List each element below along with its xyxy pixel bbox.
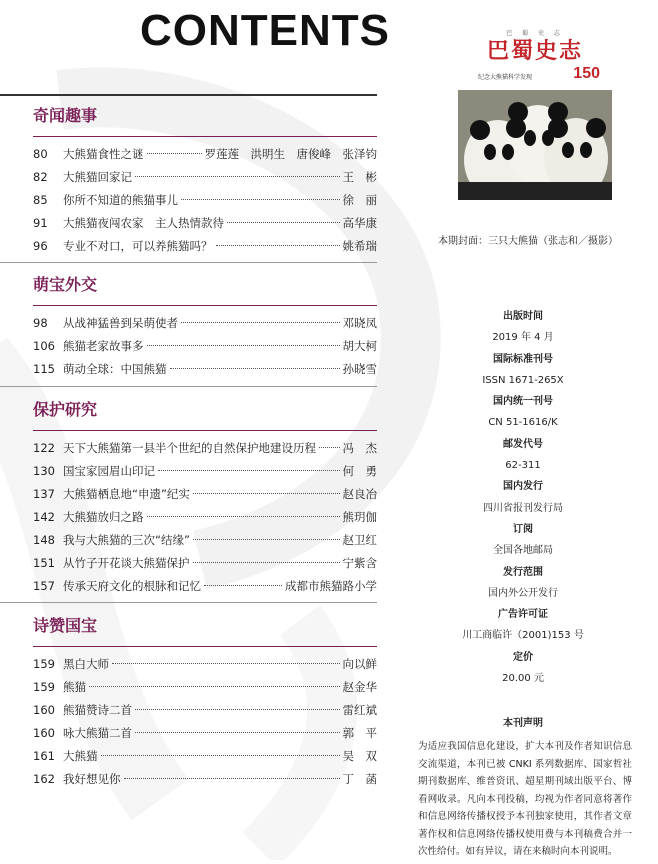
entry-author: 高华康 — [342, 216, 377, 230]
entry-author: 向以鲜 — [342, 657, 377, 671]
section-separator — [0, 602, 377, 603]
info-label: 广告许可证 — [498, 609, 548, 621]
info-label: 国内发行 — [503, 481, 543, 493]
entry-author: 赵良冶 — [342, 487, 377, 501]
entry-page: 160 — [33, 703, 55, 717]
leader-dots — [227, 222, 340, 223]
entry-title: 大熊猫夜闯农家 主人热情款待 — [63, 216, 224, 230]
leader-dots — [158, 470, 340, 471]
entry-author: 罗莲莲 洪明生 唐俊峰 张泽钧 — [204, 147, 377, 161]
leader-dots — [204, 585, 282, 586]
leader-dots — [89, 686, 340, 687]
toc-entry[interactable] — [33, 676, 377, 699]
entry-author: 王 彬 — [342, 170, 377, 184]
entry-page: 162 — [33, 772, 55, 786]
entry-author: 丁 菡 — [342, 772, 377, 786]
leader-dots — [124, 778, 340, 779]
info-value: 川工商临许（2001)153 号 — [462, 630, 584, 642]
toc-entry[interactable] — [33, 653, 377, 676]
cover-subtitle: 纪念大熊猫科学发现 — [478, 74, 533, 81]
info-label: 发行范围 — [503, 566, 543, 578]
entry-page: 157 — [33, 579, 55, 593]
info-value: 国内外公开发行 — [488, 587, 558, 599]
entry-title: 从竹子开花谈大熊猫保护 — [63, 556, 190, 570]
entry-author: 宁紫含 — [342, 556, 377, 570]
section-heading: 诗赞国宝 — [33, 616, 98, 635]
entry-page: 161 — [33, 749, 55, 763]
entry-author: 赵卫红 — [342, 533, 377, 547]
info-value: 20.00 元 — [502, 673, 544, 685]
entry-title: 传承天府文化的根脉和记忆 — [63, 579, 201, 593]
entry-author: 成都市熊猫路小学 — [285, 579, 377, 593]
info-label: 定价 — [513, 651, 533, 663]
leader-dots — [216, 245, 340, 246]
info-label: 订阅 — [513, 523, 533, 535]
leader-dots — [193, 562, 340, 563]
cover-photo-pandas — [458, 90, 612, 200]
leader-dots — [147, 516, 340, 517]
info-label: 国际标准刊号 — [493, 353, 553, 365]
entry-page: 148 — [33, 533, 55, 547]
entry-title: 黑白大师 — [63, 657, 109, 671]
toc-entry[interactable] — [33, 235, 377, 258]
toc-entry[interactable] — [33, 722, 377, 745]
entry-title: 天下大熊猫第一县半个世纪的自然保护地建设历程 — [63, 441, 316, 455]
entry-title: 咏大熊猫二首 — [63, 726, 132, 740]
title-rule — [0, 94, 377, 96]
entry-title: 我与大熊猫的三次“结缘” — [63, 533, 190, 547]
leader-dots — [319, 447, 340, 448]
entry-author: 姚希瑞 — [342, 239, 377, 253]
info-value: 全国各地邮局 — [493, 545, 553, 557]
entry-title: 大熊猫栖息地“申遗”纪实 — [63, 487, 190, 501]
section-separator — [0, 262, 377, 263]
toc-entry[interactable] — [33, 768, 377, 791]
entry-title: 熊猫老家故事多 — [63, 339, 144, 353]
entry-author: 赵金华 — [342, 680, 377, 694]
entry-author: 熊玥伽 — [342, 510, 377, 524]
entry-title: 大熊猫食性之谜 — [63, 147, 144, 161]
info-label: 国内统一刊号 — [493, 396, 553, 408]
entry-title: 大熊猫回家记 — [63, 170, 132, 184]
toc-entry[interactable] — [33, 506, 377, 529]
leader-dots — [193, 539, 340, 540]
section-rule — [33, 430, 377, 431]
entry-title: 熊猫赞诗二首 — [63, 703, 132, 717]
entry-author: 郭 平 — [342, 726, 377, 740]
entry-page: 137 — [33, 487, 55, 501]
toc-entry[interactable] — [33, 358, 377, 381]
toc-entry[interactable] — [33, 166, 377, 189]
info-value: 62-311 — [505, 460, 541, 472]
leader-dots — [193, 493, 340, 494]
info-value: ISSN 1671-265X — [482, 374, 564, 386]
toc-entry[interactable] — [33, 460, 377, 483]
entry-page: 106 — [33, 339, 55, 353]
info-value: 四川省报刊发行局 — [483, 502, 563, 514]
entry-page: 96 — [33, 239, 48, 253]
entry-page: 98 — [33, 316, 48, 330]
section-rule — [33, 305, 377, 306]
entry-title: 专业不对口，可以养熊猫吗？ — [63, 239, 213, 253]
cover-thumbnail — [458, 10, 612, 200]
toc-entry[interactable] — [33, 529, 377, 552]
section-separator — [0, 386, 377, 387]
entry-title: 你所不知道的熊猫事儿 — [63, 193, 178, 207]
entry-page: 159 — [33, 657, 55, 671]
entry-page: 122 — [33, 441, 55, 455]
info-label: 邮发代号 — [503, 438, 543, 450]
entry-page: 151 — [33, 556, 55, 570]
toc-entry[interactable] — [33, 575, 377, 598]
leader-dots — [112, 663, 340, 664]
section-shizan — [33, 614, 377, 791]
entry-author: 孙晓雪 — [342, 362, 377, 376]
leader-dots — [135, 176, 340, 177]
section-heading: 萌宝外交 — [33, 275, 98, 294]
entry-page: 130 — [33, 464, 55, 478]
toc-entry[interactable] — [33, 483, 377, 506]
section-rule — [33, 646, 377, 647]
entry-author: 吴 双 — [342, 749, 377, 763]
toc-entry[interactable] — [33, 552, 377, 575]
section-heading: 奇闻趣事 — [33, 106, 98, 125]
entry-title: 萌动全球：中国熊猫 — [63, 362, 167, 376]
leader-dots — [135, 709, 340, 710]
entry-author: 雷红斌 — [342, 703, 377, 717]
info-value: 2019 年 4 月 — [492, 332, 554, 344]
entry-author: 邓晓凤 — [342, 316, 377, 330]
leader-dots — [147, 153, 202, 154]
toc-entry[interactable] — [33, 212, 377, 235]
leader-dots — [135, 732, 340, 733]
notice-title: 本刊声明 — [503, 718, 543, 729]
info-label: 出版时间 — [503, 311, 543, 322]
entry-page: 160 — [33, 726, 55, 740]
entry-author: 冯 杰 — [342, 441, 377, 455]
leader-dots — [147, 345, 340, 346]
entry-title: 大熊猫 — [63, 749, 98, 763]
entry-title: 国宝家园眉山印记 — [63, 464, 155, 478]
section-qiwen — [33, 104, 377, 258]
page-title: CONTENTS — [140, 6, 390, 55]
leader-dots — [181, 199, 340, 200]
toc-entry[interactable] — [33, 437, 377, 460]
toc-entry[interactable] — [33, 699, 377, 722]
entry-author: 胡大柯 — [342, 339, 377, 353]
entry-title: 我好想见你 — [63, 772, 121, 786]
entry-author: 何 勇 — [342, 464, 377, 478]
leader-dots — [170, 368, 340, 369]
publication-info — [440, 306, 606, 689]
section-baohu — [33, 398, 377, 598]
leader-dots — [101, 755, 340, 756]
section-heading: 保护研究 — [33, 400, 98, 419]
entry-page: 91 — [33, 216, 48, 230]
leader-dots — [181, 322, 340, 323]
toc-entry[interactable] — [33, 189, 377, 212]
entry-page: 115 — [33, 362, 55, 376]
cover-small-text: 巴 蜀 史 志 — [506, 30, 564, 37]
entry-page: 82 — [33, 170, 48, 184]
section-rule — [33, 136, 377, 137]
entry-author: 徐 丽 — [342, 193, 377, 207]
toc-entry[interactable] — [33, 335, 377, 358]
cover-masthead: 巴蜀史志 — [486, 38, 583, 64]
entry-page: 142 — [33, 510, 55, 524]
toc-entry[interactable] — [33, 143, 377, 166]
entry-page: 159 — [33, 680, 55, 694]
notice-text: 为适应我国信息化建设，扩大本刊及作者知识信息交流渠道，本刊已被 CNKI 系列数据库、国家哲社期刊数据库、维普资讯、超星期刊域出版平台、博看网收录。凡向本刊投稿，均视为作者同意将著作和信息网络传播权授予本刊独家使用，其作者文章著作权和信息网络传播权使用费与本刊稿费合并一次性给付。如有异议，请在来稿时向本刊说明。 — [418, 741, 632, 857]
toc-entry[interactable] — [33, 745, 377, 768]
entry-page: 80 — [33, 147, 48, 161]
cover-caption: 本期封面：三只大熊猫（张志和／摄影） — [438, 236, 618, 247]
info-value: CN 51-1616/K — [488, 417, 558, 429]
entry-title: 大熊猫放归之路 — [63, 510, 144, 524]
toc-entry[interactable] — [33, 312, 377, 335]
entry-title: 熊猫 — [63, 680, 86, 694]
entry-title: 从战神猛兽到呆萌使者 — [63, 316, 178, 330]
section-mengbao — [33, 273, 377, 381]
entry-page: 85 — [33, 193, 48, 207]
cover-anniversary: 150 — [573, 65, 600, 82]
